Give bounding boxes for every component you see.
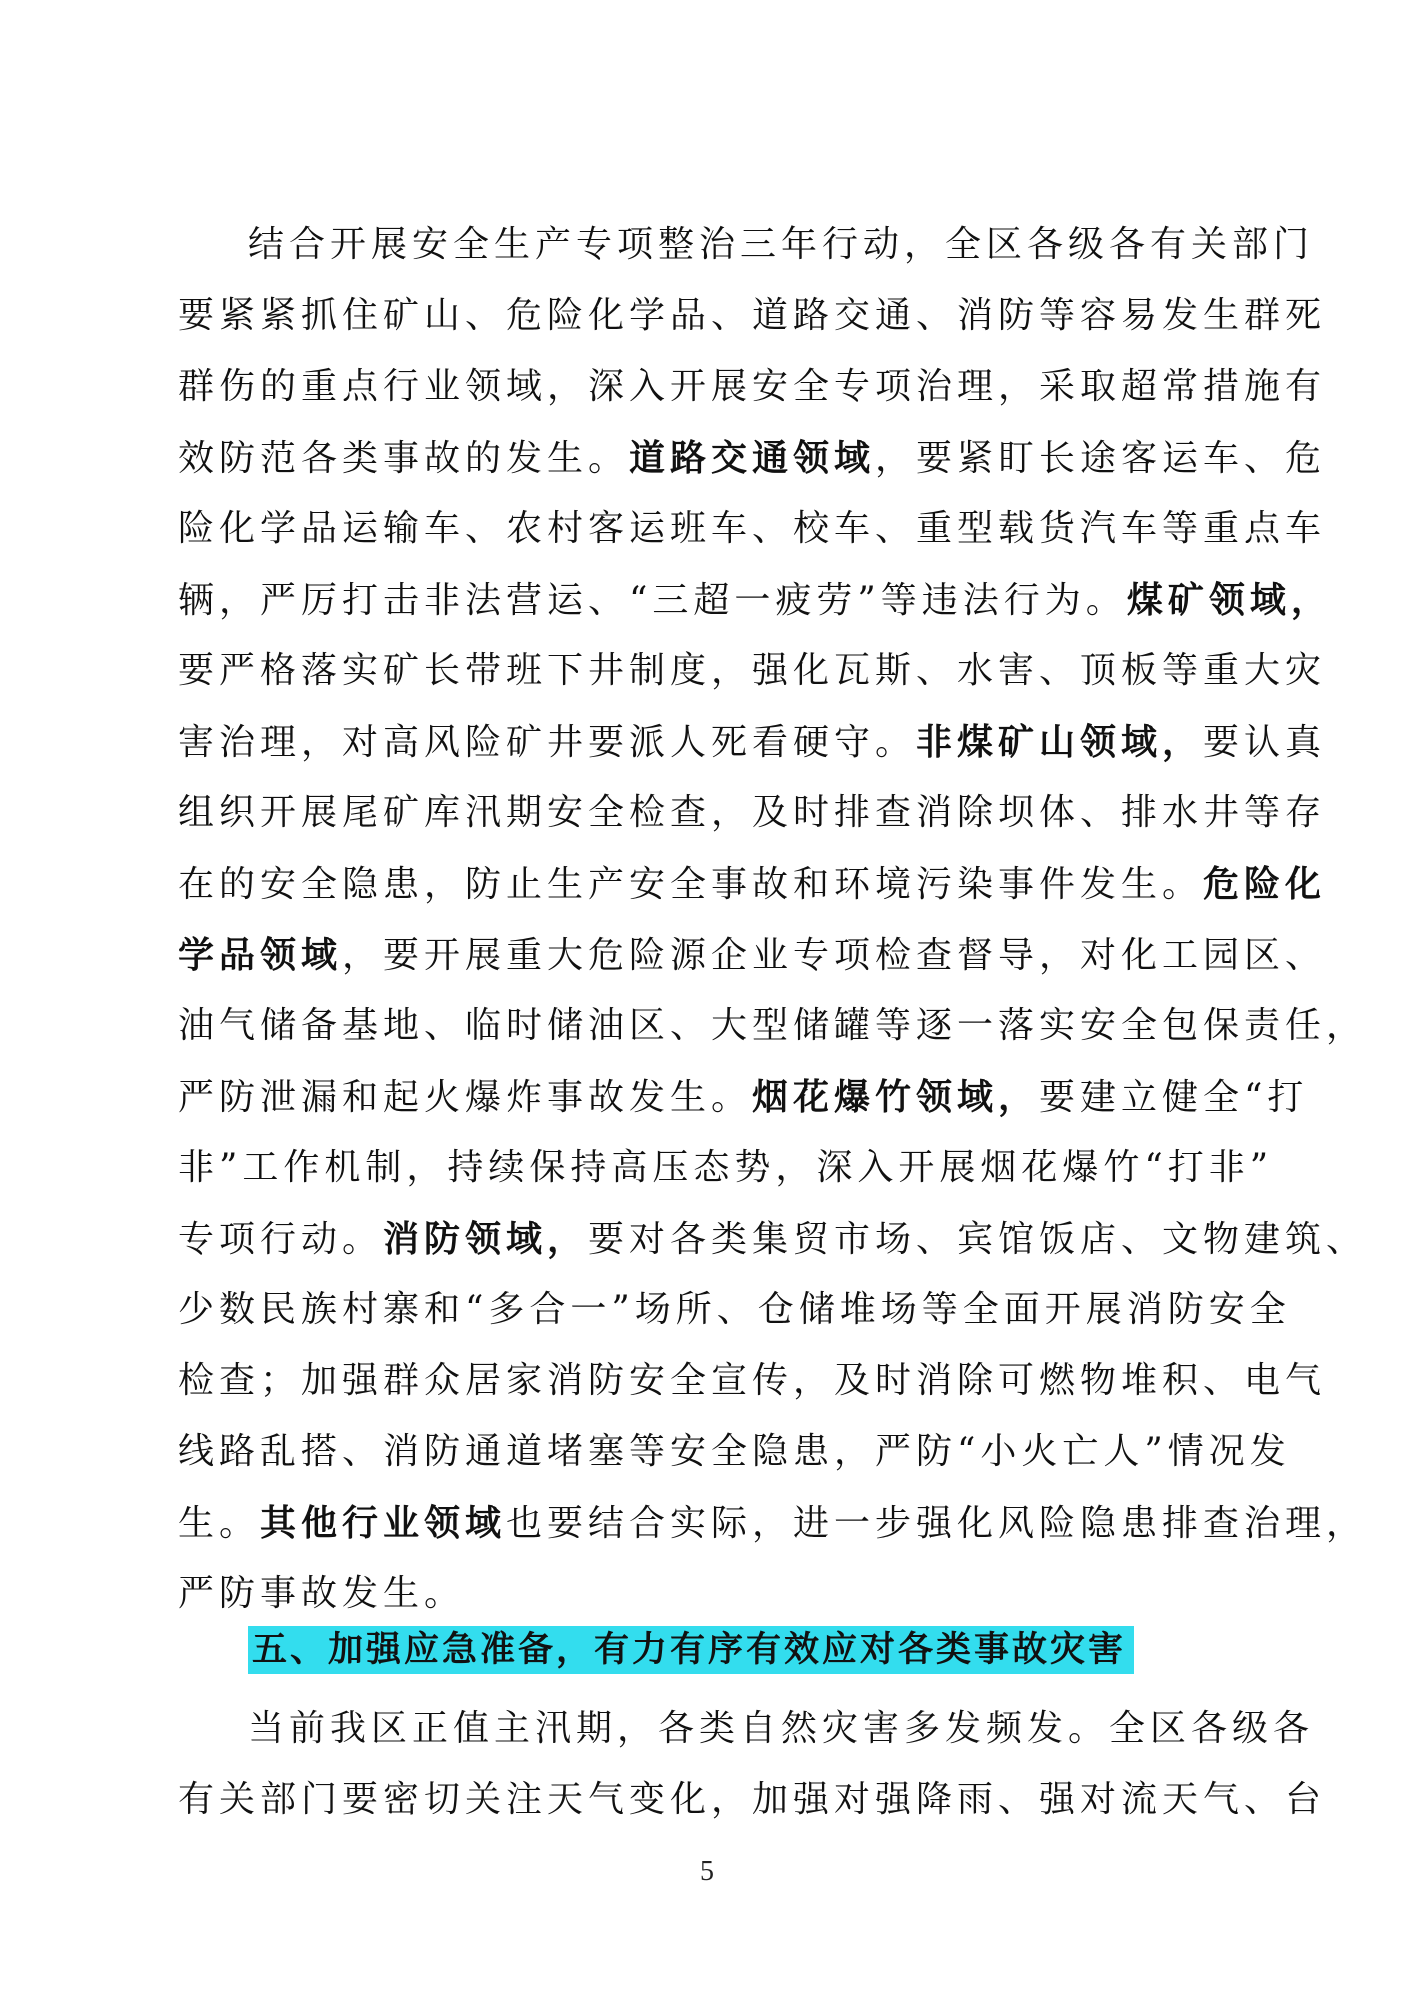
text-run: 油气储备基地、临时储油区、大型储罐等逐一落实安全包保责任， xyxy=(178,1005,1368,1046)
bold-text-run: 学品领域 xyxy=(178,934,343,976)
text-line xyxy=(178,1138,1274,1198)
text-run: ，要开展重大危险源企业专项检查督导，对化工园区、 xyxy=(342,935,1327,976)
text-run: 要严格落实矿长带班下井制度，强化瓦斯、水害、顶板等重大灾 xyxy=(178,650,1327,691)
text-run: 要认真 xyxy=(1203,722,1327,763)
text-run: 在的安全隐患，防止生产安全事故和环境污染事件发生。 xyxy=(178,864,1204,905)
text-run: 专项行动。 xyxy=(178,1219,384,1260)
text-run: 要对各类集贸市场、宾馆饭店、文物建筑、 xyxy=(588,1219,1368,1260)
text-run: 当前我区正值主汛期，各类自然灾害多发频发。全区各级各 xyxy=(248,1708,1315,1749)
text-run: 组织开展尾矿库汛期安全检查，及时排查消除坝体、排水井等存 xyxy=(178,792,1327,833)
text-run: 结合开展安全生产专项整治三年行动，全区各级各有关部门 xyxy=(248,224,1315,265)
text-run: 有关部门要密切关注天气变化，加强对强降雨、强对流天气、台 xyxy=(178,1779,1327,1820)
bold-text-run: 其他行业领域 xyxy=(260,1502,507,1544)
text-run: ，要紧盯长途客运车、危 xyxy=(875,438,1327,479)
text-line xyxy=(178,1770,1327,1830)
text-run: 生。 xyxy=(178,1503,261,1544)
text-run: 群伤的重点行业领域，深入开展安全专项治理，采取超常措施有 xyxy=(178,366,1327,407)
text-line xyxy=(178,925,1327,985)
text-line xyxy=(178,854,1327,914)
text-run: 非”工作机制，持续保持高压态势，深入开展烟花爆竹“打非” xyxy=(178,1147,1274,1188)
text-run: 也要结合实际，进一步强化风险隐患排查治理， xyxy=(506,1503,1368,1544)
text-run: 严防泄漏和起火爆炸事故发生。 xyxy=(178,1077,753,1118)
text-line xyxy=(178,1209,1368,1269)
text-line xyxy=(178,1351,1327,1411)
text-line xyxy=(178,1422,1291,1482)
page-number: 5 xyxy=(700,1856,714,1887)
section-heading: 五、加强应急准备，有力有序有效应对各类事故灾害 xyxy=(248,1626,1134,1674)
text-run: 严防事故发生。 xyxy=(178,1573,466,1614)
bold-text-run: 烟花爆竹领域， xyxy=(752,1076,1040,1118)
text-run: 害治理，对高风险矿井要派人死看硬守。 xyxy=(178,722,917,763)
text-run: 线路乱搭、消防通道堵塞等安全隐患，严防“小火亡人”情况发 xyxy=(178,1431,1291,1472)
text-line xyxy=(178,996,1368,1056)
bold-text-run: 非煤矿山领域， xyxy=(916,721,1204,763)
text-line xyxy=(178,1067,1309,1127)
bold-text-run: 煤矿领域， xyxy=(1126,579,1332,621)
text-line xyxy=(178,357,1327,417)
bold-text-run: 危险化 xyxy=(1203,863,1327,905)
text-line xyxy=(178,570,1332,630)
text-line xyxy=(178,641,1327,701)
text-run: 要紧紧抓住矿山、危险化学品、道路交通、消防等容易发生群死 xyxy=(178,295,1327,336)
text-line xyxy=(178,428,1327,488)
text-line xyxy=(178,712,1327,772)
text-line xyxy=(178,499,1327,559)
text-line xyxy=(178,1564,1258,1624)
text-run: 险化学品运输车、农村客运班车、校车、重型载货汽车等重点车 xyxy=(178,508,1327,549)
text-run: 少数民族村寨和“多合一”场所、仓储堆场等全面开展消防安全 xyxy=(178,1289,1291,1330)
text-line xyxy=(178,286,1327,346)
bold-text-run: 道路交通领域 xyxy=(629,437,876,479)
bold-text-run: 消防领域， xyxy=(383,1218,589,1260)
text-line xyxy=(178,783,1327,843)
text-line xyxy=(178,1699,1315,1759)
text-run: 辆，严厉打击非法营运、“三超一疲劳”等违法行为。 xyxy=(178,580,1127,621)
text-line xyxy=(178,215,1315,275)
text-line xyxy=(178,1493,1368,1553)
text-run: 效防范各类事故的发生。 xyxy=(178,438,630,479)
text-run: 检查；加强群众居家消防安全宣传，及时消除可燃物堆积、电气 xyxy=(178,1360,1327,1401)
text-run: 要建立健全“打 xyxy=(1039,1077,1309,1118)
text-line xyxy=(178,1280,1291,1340)
